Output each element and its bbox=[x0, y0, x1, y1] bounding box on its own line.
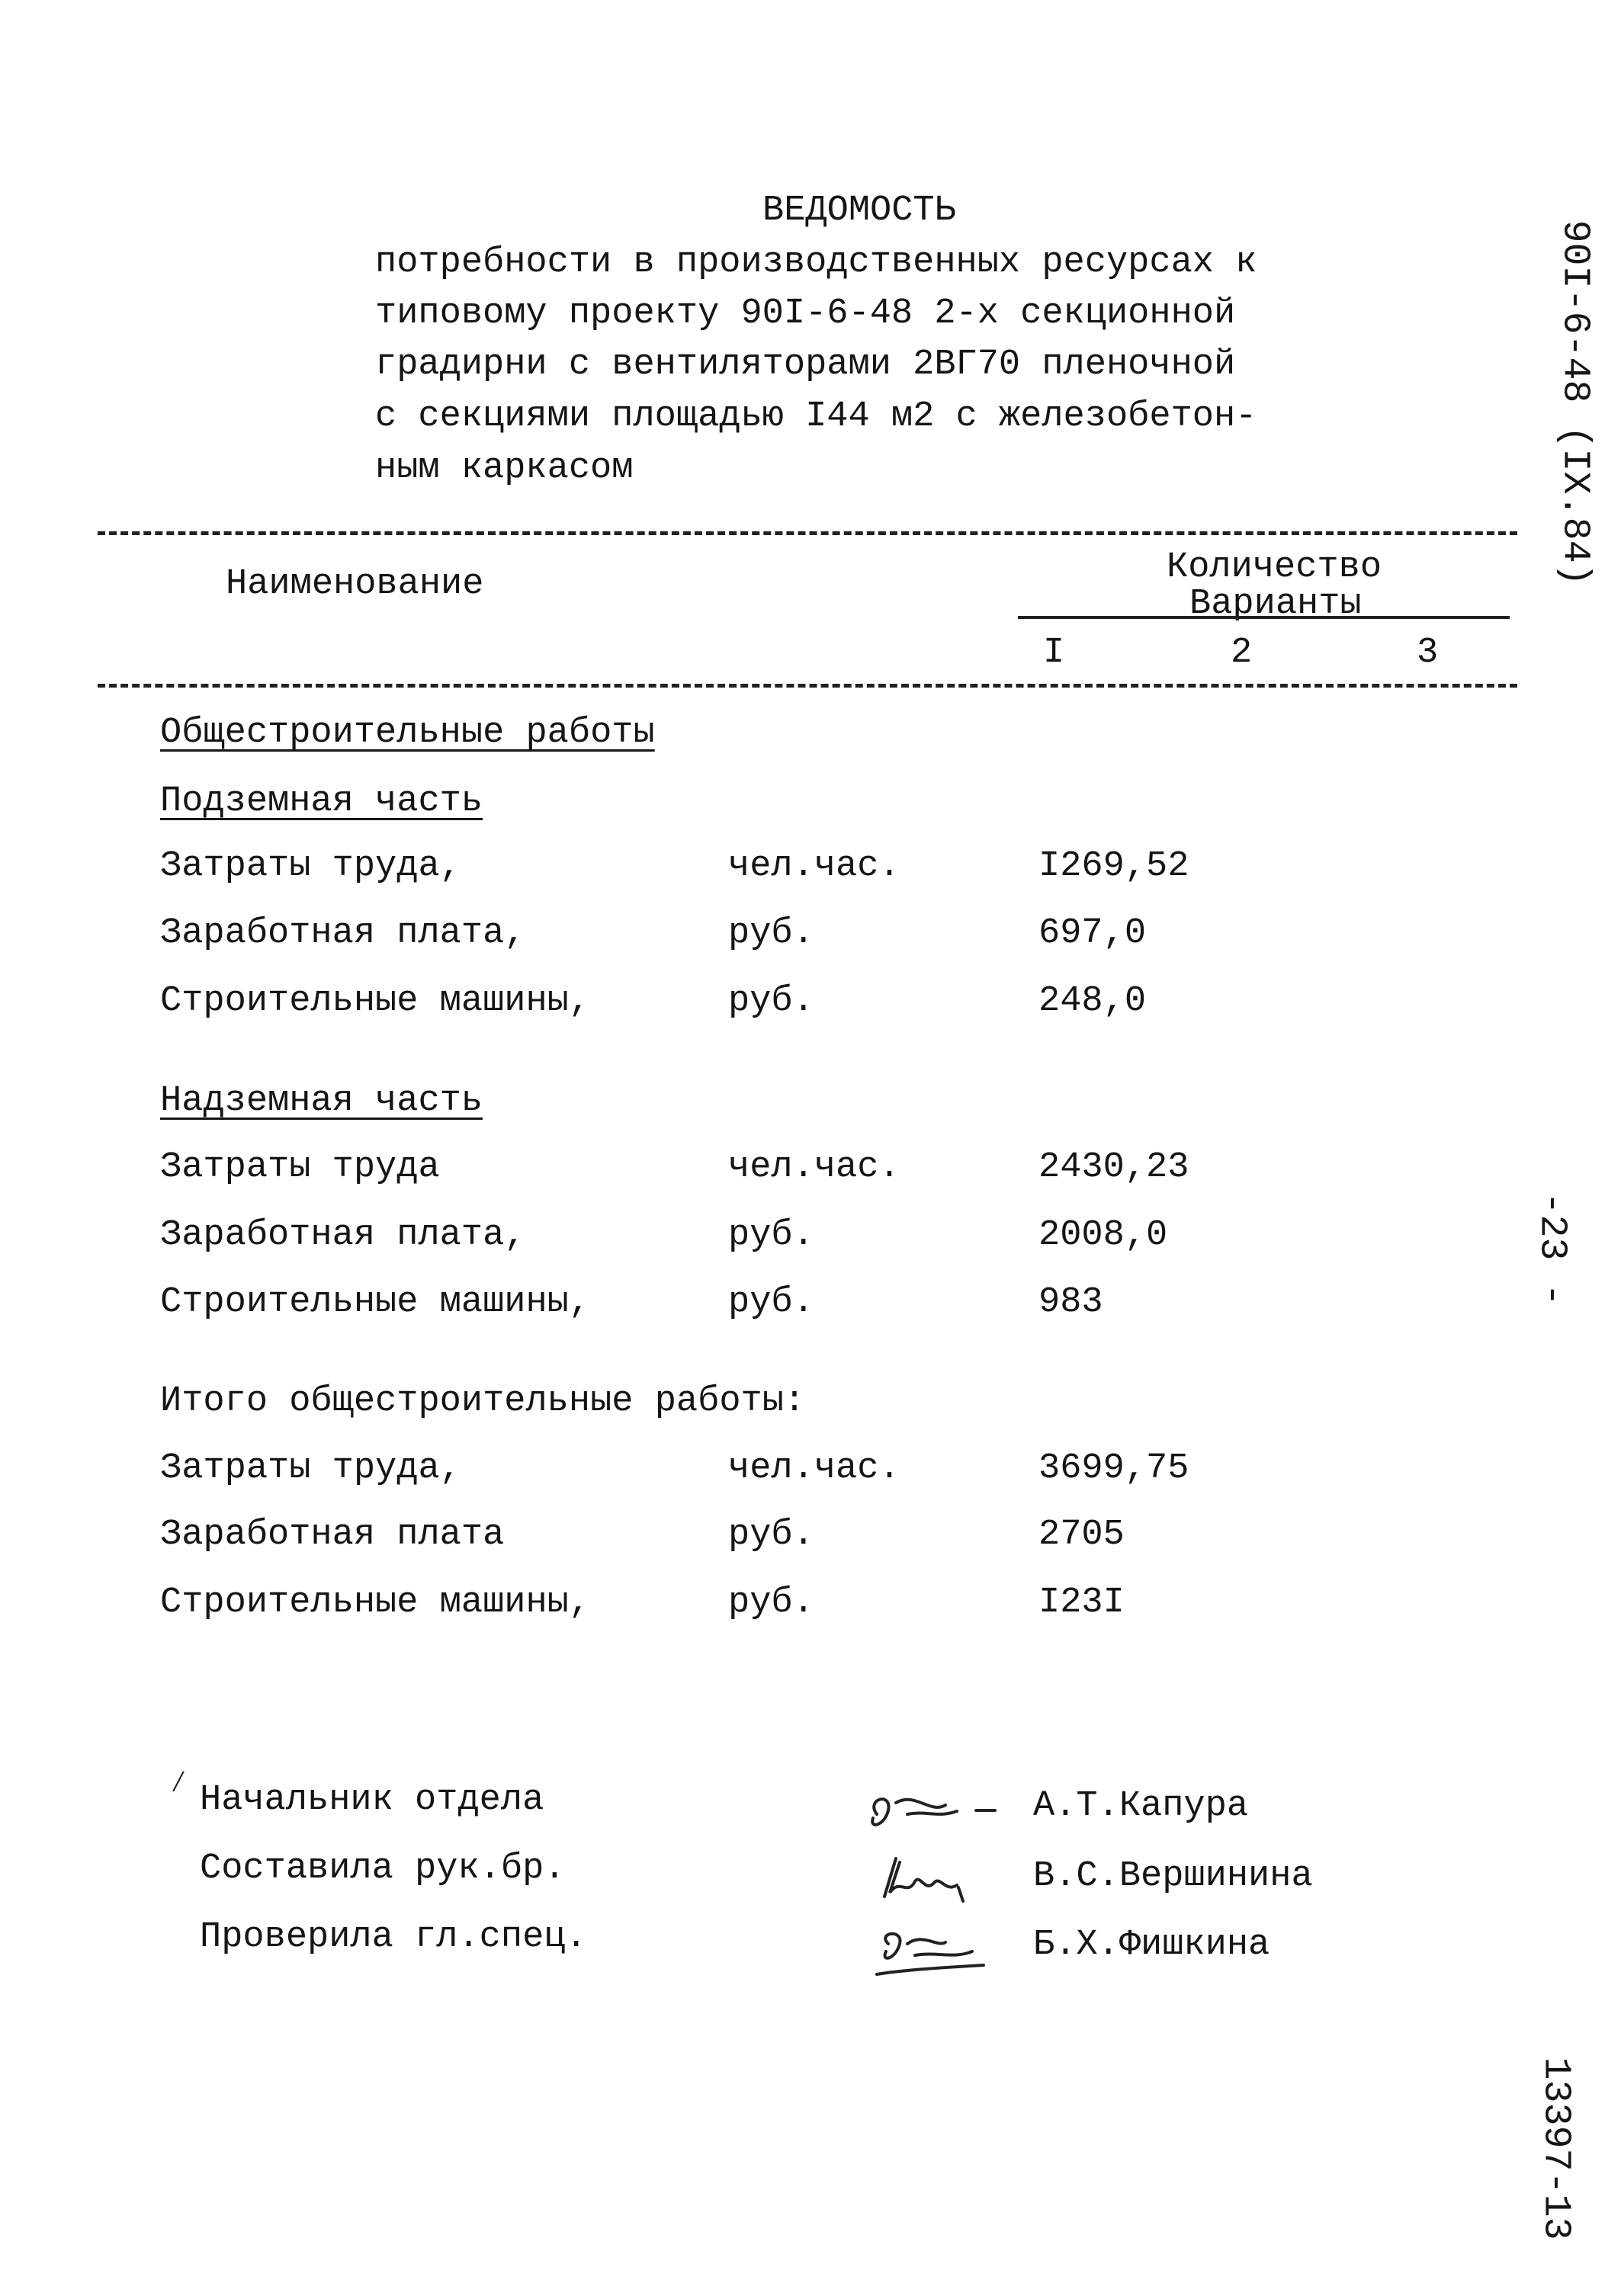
total-row-2-value: 2705 bbox=[1038, 1515, 1125, 1555]
aboveground-row-3-label: Строительные машины, bbox=[160, 1282, 591, 1323]
total-row-3-value: I23I bbox=[1038, 1583, 1125, 1623]
signature-name-3: Б.Х.Фишкина bbox=[1033, 1925, 1270, 1965]
aboveground-row-2-value: 2008,0 bbox=[1038, 1215, 1168, 1255]
underground-row-1-unit: чел.час. bbox=[728, 846, 900, 887]
general-works-title: Общестроительные работы bbox=[160, 713, 655, 753]
total-row-1-value: 3699,75 bbox=[1038, 1448, 1189, 1489]
aboveground-row-2-unit: руб. bbox=[728, 1215, 814, 1255]
underground-row-3-label: Строительные машины, bbox=[160, 981, 591, 1021]
variants-rule bbox=[1018, 616, 1510, 619]
signature-role-3: Проверила гл.спец. bbox=[200, 1917, 587, 1958]
aboveground-row-3-value: 983 bbox=[1038, 1282, 1103, 1323]
total-row-1-unit: чел.час. bbox=[728, 1448, 900, 1489]
document-title: ВЕДОМОСТЬ bbox=[762, 191, 956, 231]
total-row-1-label: Затраты труда, bbox=[160, 1448, 461, 1489]
signature-role-1: Начальник отдела bbox=[200, 1780, 544, 1820]
aboveground-row-1-label: Затраты труда bbox=[160, 1147, 440, 1188]
column-header-quantity: Количество bbox=[1167, 547, 1382, 588]
underground-row-3-value: 248,0 bbox=[1038, 981, 1147, 1021]
underground-row-2-label: Заработная плата, bbox=[160, 913, 526, 954]
total-title: Итого общестроительные работы: bbox=[160, 1381, 806, 1422]
sheet-code: 13397-13 bbox=[1533, 2057, 1578, 2240]
handwritten-signature-1 bbox=[862, 1784, 1014, 1837]
header-bottom-rule bbox=[98, 684, 1517, 688]
aboveground-row-2-label: Заработная плата, bbox=[160, 1215, 526, 1255]
handwritten-signature-3 bbox=[869, 1921, 1022, 1982]
underground-title: Подземная часть bbox=[160, 781, 483, 822]
subtitle-line-2: типовому проекту 90I-6-48 2-х секционной bbox=[375, 293, 1236, 334]
stray-mark: ⁄ bbox=[169, 1767, 188, 1801]
handwritten-signature-2 bbox=[873, 1851, 1010, 1912]
subtitle-line-1: потребности в производственных ресурсах к bbox=[375, 242, 1257, 283]
underground-row-2-value: 697,0 bbox=[1038, 913, 1147, 954]
column-header-variants: Варианты bbox=[1189, 584, 1362, 624]
header-top-rule bbox=[98, 531, 1517, 535]
aboveground-row-1-unit: чел.час. bbox=[728, 1147, 900, 1188]
column-header-name: Наименование bbox=[226, 564, 484, 604]
subtitle-line-5: ным каркасом bbox=[375, 448, 634, 489]
variant-3: 3 bbox=[1417, 633, 1439, 673]
variant-1: I bbox=[1043, 633, 1065, 673]
total-row-3-label: Строительные машины, bbox=[160, 1583, 591, 1623]
variant-2: 2 bbox=[1231, 633, 1253, 673]
aboveground-title: Надземная часть bbox=[160, 1081, 483, 1121]
subtitle-line-3: градирни с вентиляторами 2ВГ70 пленочной bbox=[375, 345, 1236, 385]
page-number: -23 - bbox=[1530, 1191, 1574, 1307]
signature-name-1: А.Т.Капура bbox=[1033, 1786, 1249, 1826]
signature-name-2: В.С.Вершинина bbox=[1033, 1856, 1313, 1897]
aboveground-row-1-value: 2430,23 bbox=[1038, 1147, 1189, 1188]
underground-row-1-label: Затраты труда, bbox=[160, 846, 461, 887]
doc-code: 90I-6-48 (IX.84) bbox=[1552, 220, 1597, 586]
subtitle-line-4: с секциями площадью I44 м2 с железобетон- bbox=[375, 396, 1257, 437]
underground-row-3-unit: руб. bbox=[728, 981, 814, 1021]
total-row-2-label: Заработная плата bbox=[160, 1515, 505, 1555]
signature-role-2: Составила рук.бр. bbox=[200, 1849, 566, 1889]
underground-row-2-unit: руб. bbox=[728, 913, 814, 954]
total-row-2-unit: руб. bbox=[728, 1515, 814, 1555]
total-row-3-unit: руб. bbox=[728, 1583, 814, 1623]
underground-row-1-value: I269,52 bbox=[1038, 846, 1189, 887]
aboveground-row-3-unit: руб. bbox=[728, 1282, 814, 1323]
